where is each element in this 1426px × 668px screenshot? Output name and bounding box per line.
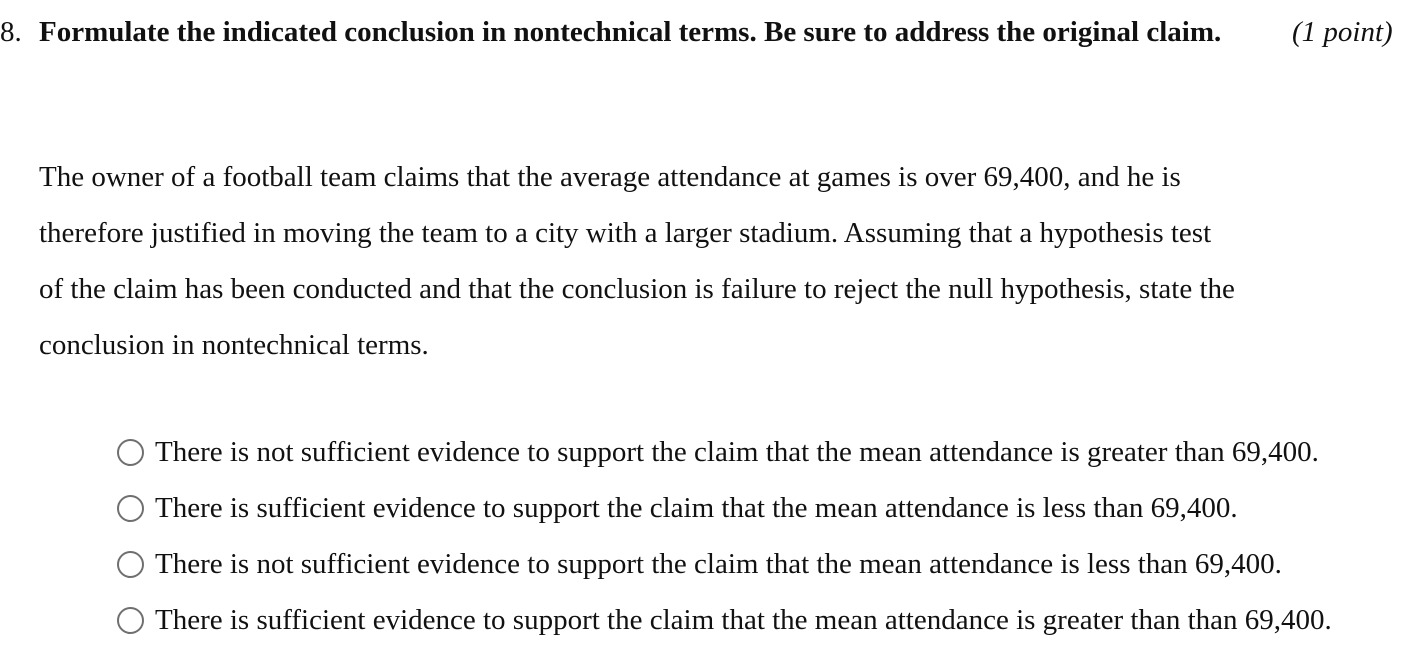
answer-choice-label: There is not sufficient evidence to support the claim that the mean attendance is less than 69,400.	[155, 548, 1282, 580]
radio-unselected-icon[interactable]	[117, 551, 144, 578]
answer-choices	[117, 424, 1426, 648]
radio-unselected-icon[interactable]	[117, 495, 144, 522]
question-points: (1 point)	[1292, 16, 1393, 48]
answer-choice-1[interactable]	[117, 424, 1426, 480]
answer-choice-2[interactable]	[117, 480, 1426, 536]
radio-unselected-icon[interactable]	[117, 607, 144, 634]
question-number: 8.	[0, 16, 22, 48]
answer-choice-label: There is not sufficient evidence to support the claim that the mean attendance is greater than 69,400.	[155, 436, 1319, 468]
question-title: Formulate the indicated conclusion in nontechnical terms. Be sure to address the original claim.	[39, 16, 1222, 48]
answer-choice-3[interactable]	[117, 536, 1426, 592]
answer-choice-4[interactable]	[117, 592, 1426, 648]
question-prompt: The owner of a football team claims that the average attendance at games is over 69,400, and he is therefore justified in moving the team to a city with a larger stadium. Assuming that a hypothesis test of the claim has been conducted and that the conclusion is failure to reject the null hypothesis, state the conclusion in nontechnical terms.	[39, 161, 1235, 361]
answer-choice-label: There is sufficient evidence to support the claim that the mean attendance is less than 69,400.	[155, 492, 1238, 524]
radio-unselected-icon[interactable]	[117, 439, 144, 466]
answer-choice-label: There is sufficient evidence to support the claim that the mean attendance is greater than than 69,400.	[155, 604, 1332, 636]
